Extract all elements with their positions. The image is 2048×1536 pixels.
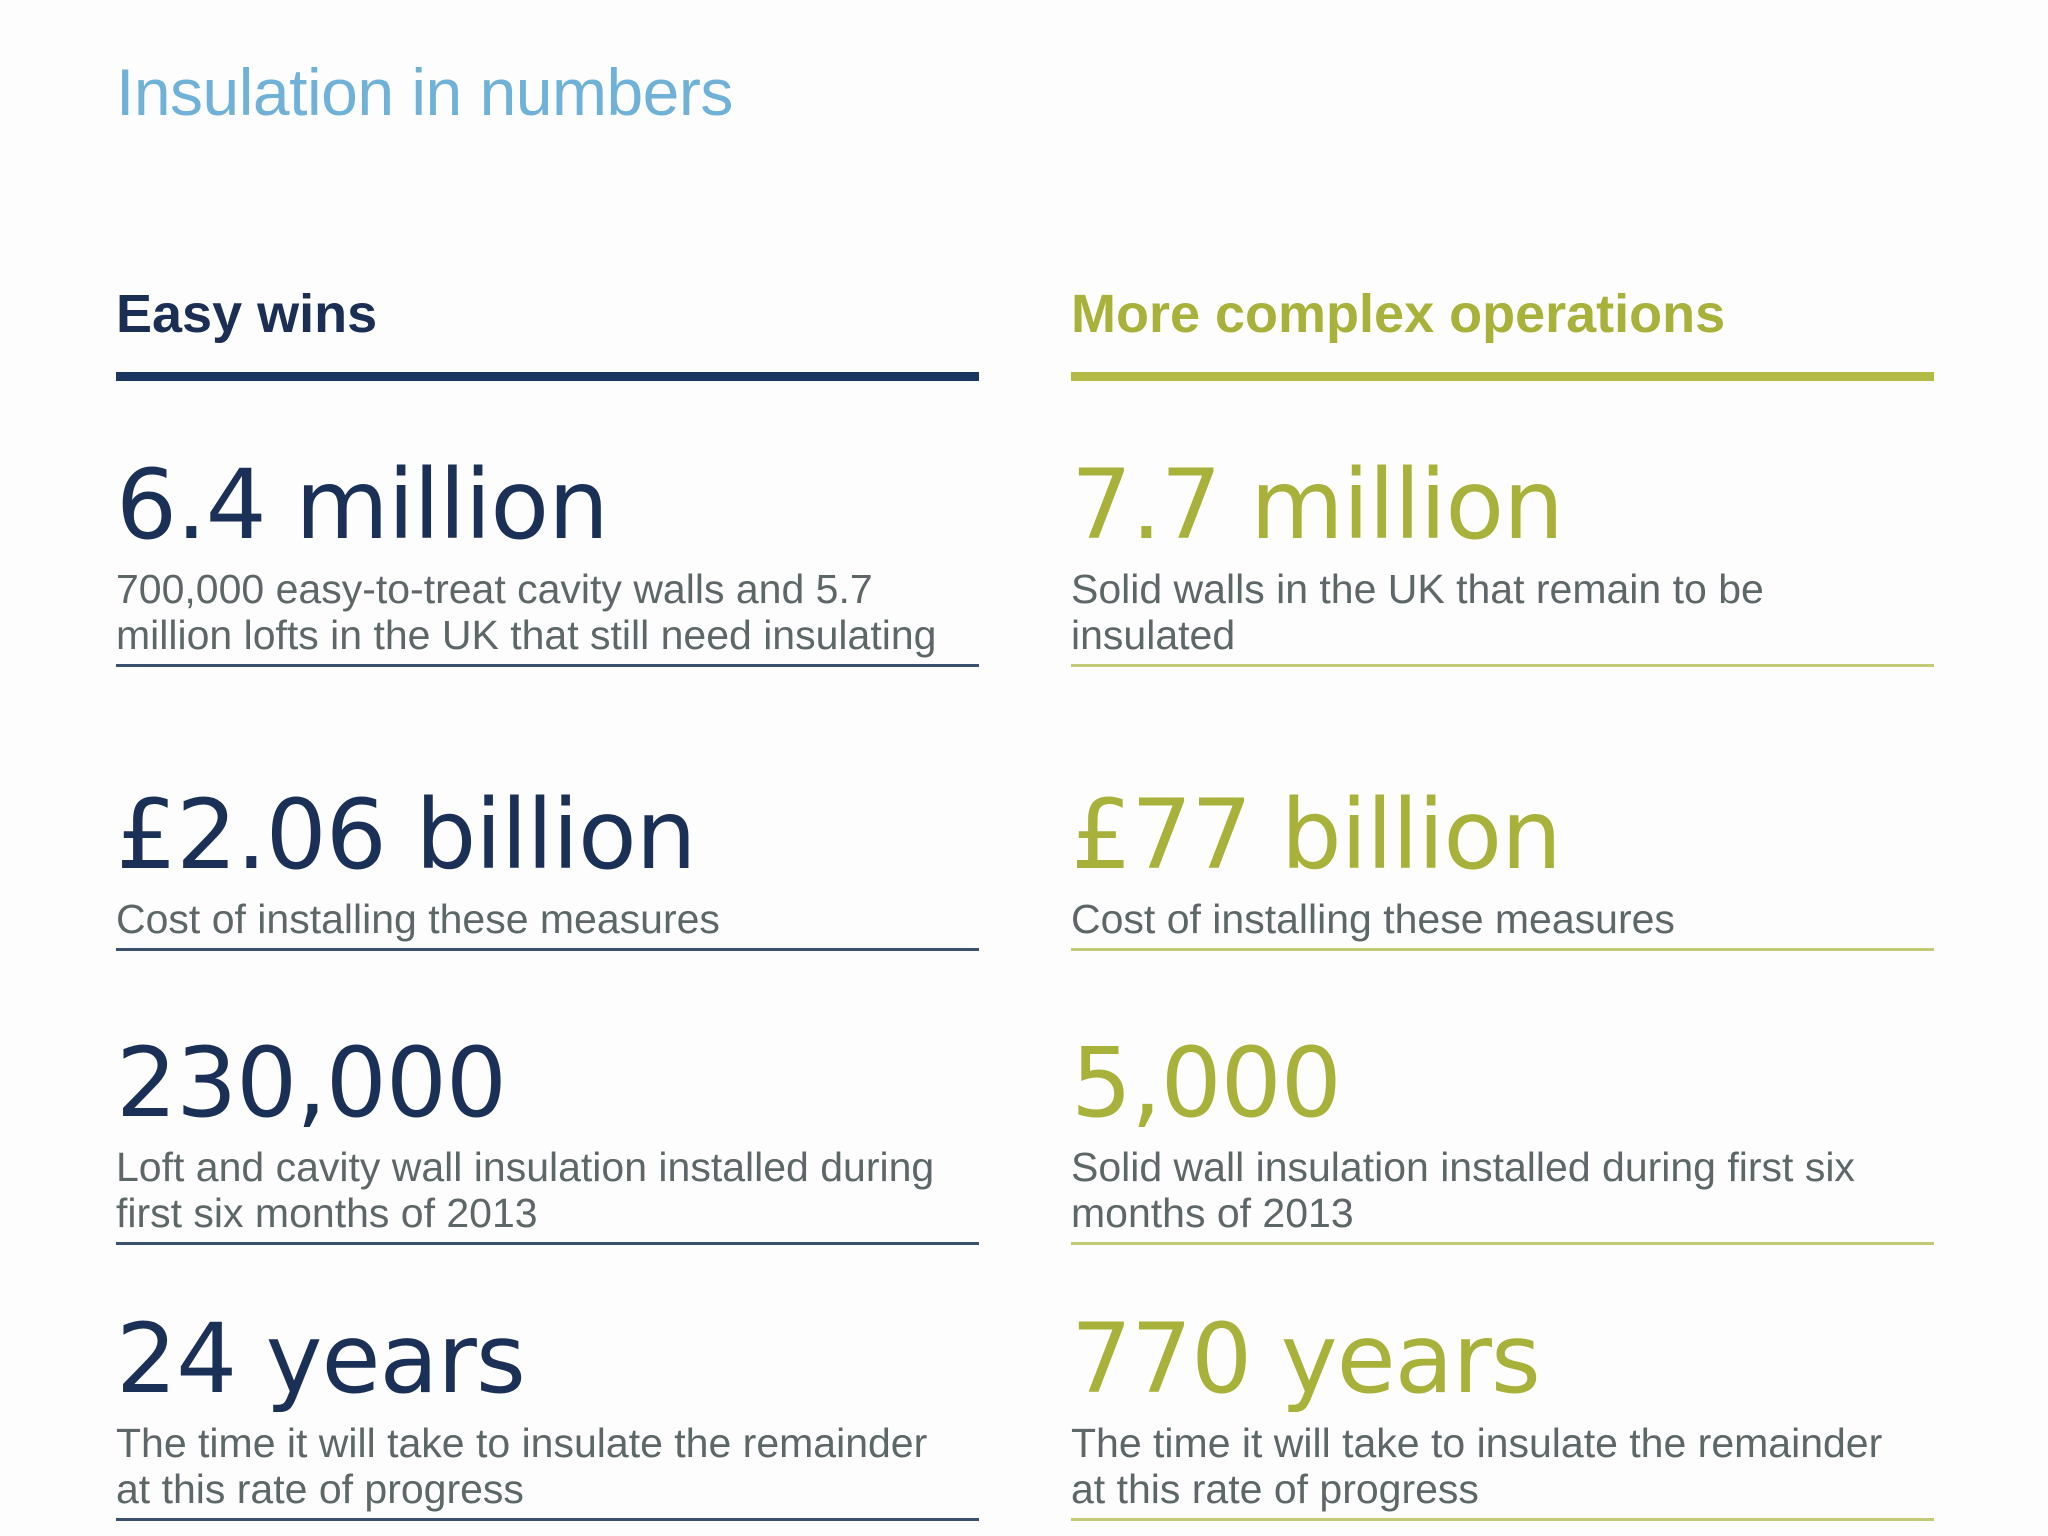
stat-description: Cost of installing these measures (1071, 896, 1675, 942)
stat-divider (1071, 1242, 1934, 1245)
stat-value: 5,000 (1071, 1027, 1341, 1139)
stat-value: 770 years (1071, 1303, 1540, 1415)
easy-wins-heading-rule (116, 372, 979, 381)
stat-divider (116, 1242, 979, 1245)
stat-value: 230,000 (116, 1027, 506, 1139)
stat-divider (1071, 1518, 1934, 1521)
stat-block (116, 450, 979, 667)
complex-operations-heading-rule (1071, 372, 1934, 381)
stat-divider (116, 948, 979, 951)
stat-block (116, 780, 979, 951)
page-title: Insulation in numbers (116, 55, 733, 130)
stat-divider (116, 664, 979, 667)
stat-block (116, 1028, 979, 1245)
stat-value: 6.4 million (116, 449, 608, 561)
stat-value: £77 billion (1071, 779, 1561, 891)
stat-divider (1071, 948, 1934, 951)
stat-description: Solid wall insulation installed during first six months of 2013 (1071, 1144, 1855, 1236)
stat-description: Cost of installing these measures (116, 896, 720, 942)
stat-block (116, 1304, 979, 1521)
stat-description: The time it will take to insulate the remainder at this rate of progress (1071, 1420, 1883, 1512)
stat-divider (1071, 664, 1934, 667)
stat-divider (116, 1518, 979, 1521)
complex-operations-column (1071, 280, 1934, 1512)
stat-block (1071, 450, 1934, 667)
easy-wins-heading: Easy wins (116, 284, 378, 344)
easy-wins-column (116, 280, 979, 1512)
stat-description: The time it will take to insulate the remainder at this rate of progress (116, 1420, 928, 1512)
stat-value: £2.06 billion (116, 779, 696, 891)
stat-block (1071, 1304, 1934, 1521)
stat-description: 700,000 easy-to-treat cavity walls and 5.7 million lofts in the UK that still need insulating (116, 566, 937, 658)
complex-operations-heading: More complex operations (1071, 284, 1726, 344)
stat-description: Loft and cavity wall insulation installed during first six months of 2013 (116, 1144, 935, 1236)
stat-value: 24 years (116, 1303, 525, 1415)
stat-block (1071, 780, 1934, 951)
stat-value: 7.7 million (1071, 449, 1563, 561)
stat-block (1071, 1028, 1934, 1245)
stat-description: Solid walls in the UK that remain to be insulated (1071, 566, 1764, 658)
